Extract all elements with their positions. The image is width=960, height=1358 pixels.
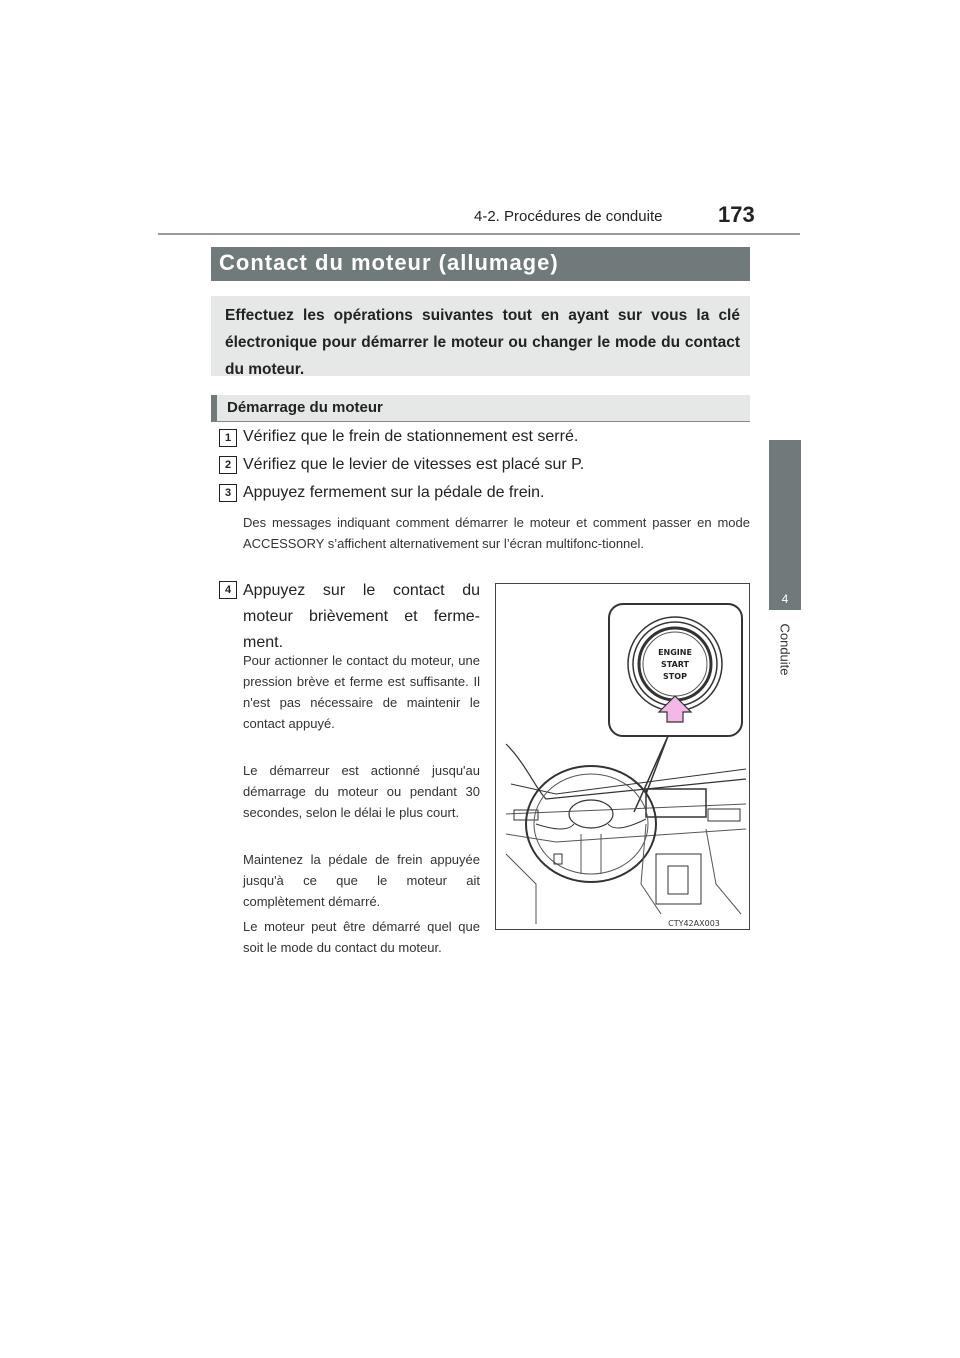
section-title: Contact du moteur (allumage) xyxy=(219,250,559,275)
chapter-label xyxy=(775,620,795,680)
header-rule xyxy=(158,233,800,235)
step-number-2: 2 xyxy=(219,456,237,474)
figure-code: CTY42AX003 xyxy=(668,919,720,928)
step-text-1: Vérifiez que le frein de stationnement est serré. xyxy=(243,428,579,445)
step4-note-4: Le moteur peut être démarré quel que soit le mode du contact du moteur. xyxy=(243,919,480,955)
step-text-2: Vérifiez que le levier de vitesses est placé sur P. xyxy=(243,456,585,473)
step4-note-3: Maintenez la pédale de frein appuyée jusqu'à ce que le moteur ait complètement démarré. xyxy=(243,852,480,909)
step-text-3: Appuyez fermement sur la pédale de frein. xyxy=(243,484,545,501)
step-text-4: Appuyez sur le contact du moteur brièvement et ferme-ment. xyxy=(243,582,480,651)
section-title-bar xyxy=(211,247,750,281)
step3-note: Des messages indiquant comment démarrer le moteur et comment passer en mode ACCESSORY s’affichent alternativement sur l’écran multifonc-tionnel. xyxy=(243,515,750,551)
running-header: 4-2. Procédures de conduite xyxy=(474,208,663,225)
chapter-number: 4 xyxy=(781,592,789,606)
step4-note-2: Le démarreur est actionné jusqu'au démarrage du moteur ou pendant 30 secondes, selon le délai le plus court. xyxy=(243,763,480,820)
page-number: 173 xyxy=(718,202,755,227)
button-line-3: STOP xyxy=(663,672,687,681)
chapter-tab xyxy=(769,440,801,610)
step4-note-1: Pour actionner le contact du moteur, une pression brève et ferme est suffisante. Il n'est pas nécessaire de maintenir le contact appuyé. xyxy=(243,653,480,731)
intro-panel xyxy=(211,296,750,376)
step-number-4: 4 xyxy=(219,581,237,599)
dashboard-drawing xyxy=(496,584,749,929)
intro-text: Effectuez les opérations suivantes tout en ayant sur vous la clé électronique pour démarrer le moteur ou changer le mode du contact du moteur. xyxy=(225,307,740,378)
chapter-name: Conduite xyxy=(777,623,793,676)
subsection-title: Démarrage du moteur xyxy=(227,399,383,416)
step-number-3: 3 xyxy=(219,484,237,502)
subsection-heading xyxy=(211,395,750,422)
button-line-2: START xyxy=(660,660,690,669)
dashboard-illustration xyxy=(495,583,750,930)
button-line-1: ENGINE xyxy=(658,648,692,657)
step-number-1: 1 xyxy=(219,429,237,447)
